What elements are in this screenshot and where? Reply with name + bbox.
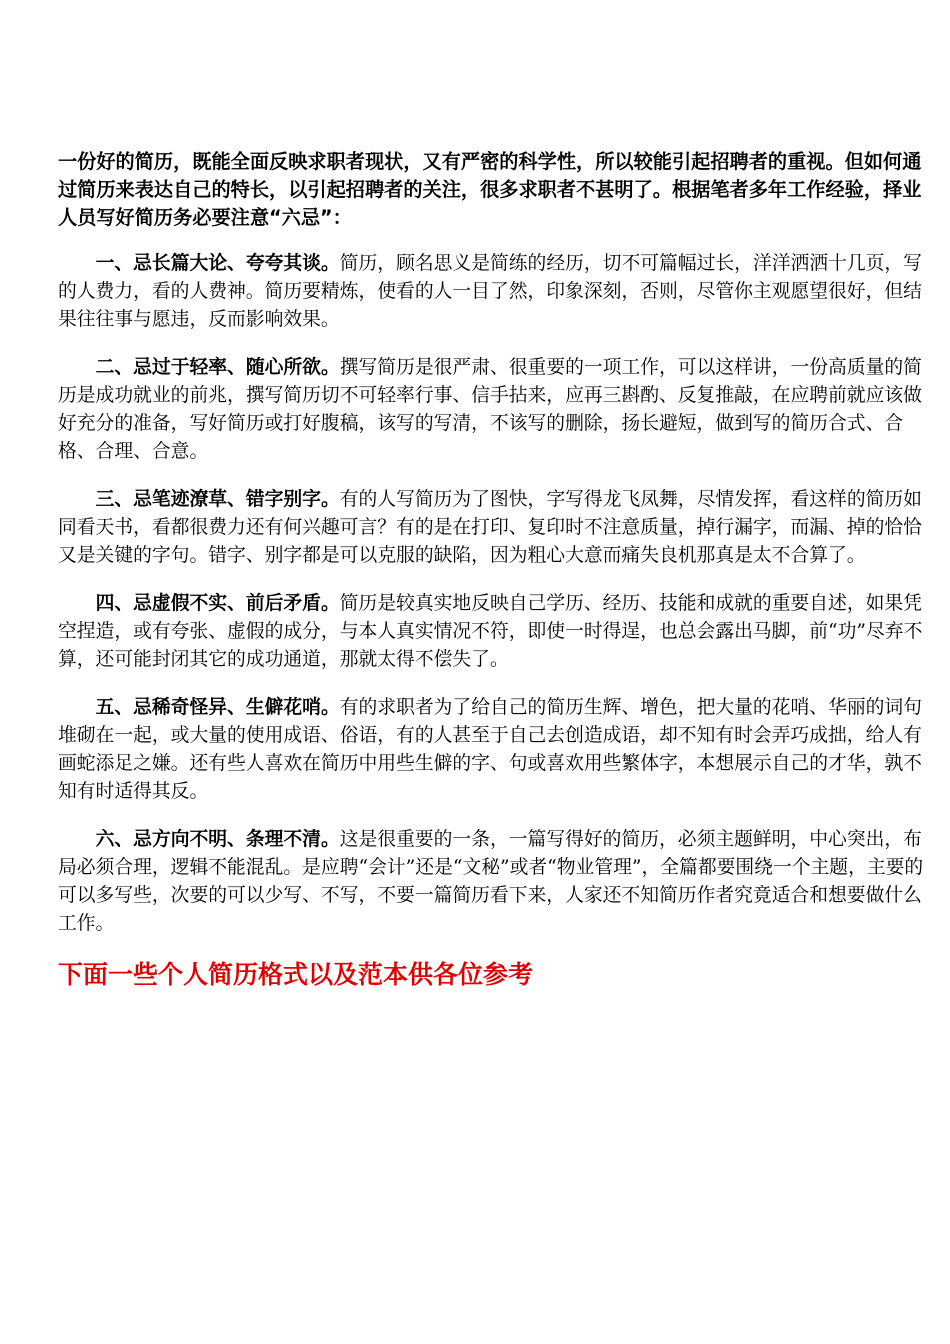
section-3 [58, 486, 926, 570]
section-3-heading: 三、忌笔迹潦草、错字别字。 [95, 489, 340, 510]
section-2-body: 撰写简历是很严肃、很重要的一项工作，可以这样讲，一份高质量的简历是成功就业的前兆，撰写简历切不可轻率行事、信手拈来，应再三斟酌、反复推敲，在应聘前就应该做好充分的准备，写好简历或打好腹稿，该写的写清，不该写的删除，扬长避短，做到写的简历合式、合格、合理、合意。 [58, 357, 922, 462]
section-1-heading: 一、忌长篇大论、夸夸其谈。 [95, 253, 340, 274]
section-3-body: 有的人写简历为了图快，字写得龙飞凤舞，尽情发挥，看这样的简历如同看天书，看都很费力还有何兴趣可言？有的是在打印、复印时不注意质量，掉行漏字，而漏、掉的恰恰又是关键的字句。错字、别字都是可以克服的缺陷，因为粗心大意而痛失良机那真是太不合算了。 [58, 489, 922, 566]
intro-paragraph: 一份好的简历，既能全面反映求职者现状，又有严密的科学性，所以较能引起招聘者的重视。但如何通过简历来表达自己的特长，以引起招聘者的关注，很多求职者不甚明了。根据笔者多年工作经验，择业人员写好简历务必要注意“六忌”： [58, 150, 922, 229]
section-6-body: 这是很重要的一条，一篇写得好的简历，必须主题鲜明，中心突出，布局必须合理，逻辑不能混乱。是应聘“会计”还是“文秘”或者“物业管理”，全篇都要围绕一个主题，主要的可以多写些，次要的可以少写、不写，不要一篇简历看下来，人家还不知简历作者究竟适合和想要做什么工作。 [58, 829, 924, 934]
section-5 [58, 694, 926, 806]
section-4 [58, 590, 926, 674]
document-page [58, 148, 926, 992]
section-2-heading: 二、忌过于轻率、随心所欲。 [95, 357, 340, 378]
section-5-body: 有的求职者为了给自己的简历生辉、增色，把大量的花哨、华丽的词句堆砌在一起，或大量的使用成语、俗语，有的人甚至于自己去创造成语，却不知有时会弄巧成拙，给人有画蛇添足之嫌。还有些人喜欢在简历中用些生僻的字、句或喜欢用些繁体字，本想展示自己的才华，孰不知有时适得其反。 [58, 697, 922, 802]
section-6 [58, 826, 926, 938]
section-5-heading: 五、忌稀奇怪异、生僻花哨。 [95, 697, 340, 718]
section-6-heading: 六、忌方向不明、条理不清。 [95, 829, 340, 850]
closing-heading: 下面一些个人简历格式以及范本供各位参考 [58, 960, 534, 989]
section-1-body: 简历，顾名思义是简练的经历，切不可篇幅过长，洋洋洒洒十几页，写的人费力，看的人费神。简历要精炼，使看的人一目了然，印象深刻，否则，尽管你主观愿望很好，但结果往往事与愿违，反而影响效果。 [58, 253, 922, 330]
section-2 [58, 354, 926, 466]
section-4-body: 简历是较真实地反映自己学历、经历、技能和成就的重要自述，如果凭空捏造，或有夸张、虚假的成分，与本人真实情况不符，即使一时得逞，也总会露出马脚，前“功”尽弃不算，还可能封闭其它的成功通道，那就太得不偿失了。 [58, 593, 923, 670]
section-4-heading: 四、忌虚假不实、前后矛盾。 [95, 593, 340, 614]
section-1 [58, 250, 926, 334]
